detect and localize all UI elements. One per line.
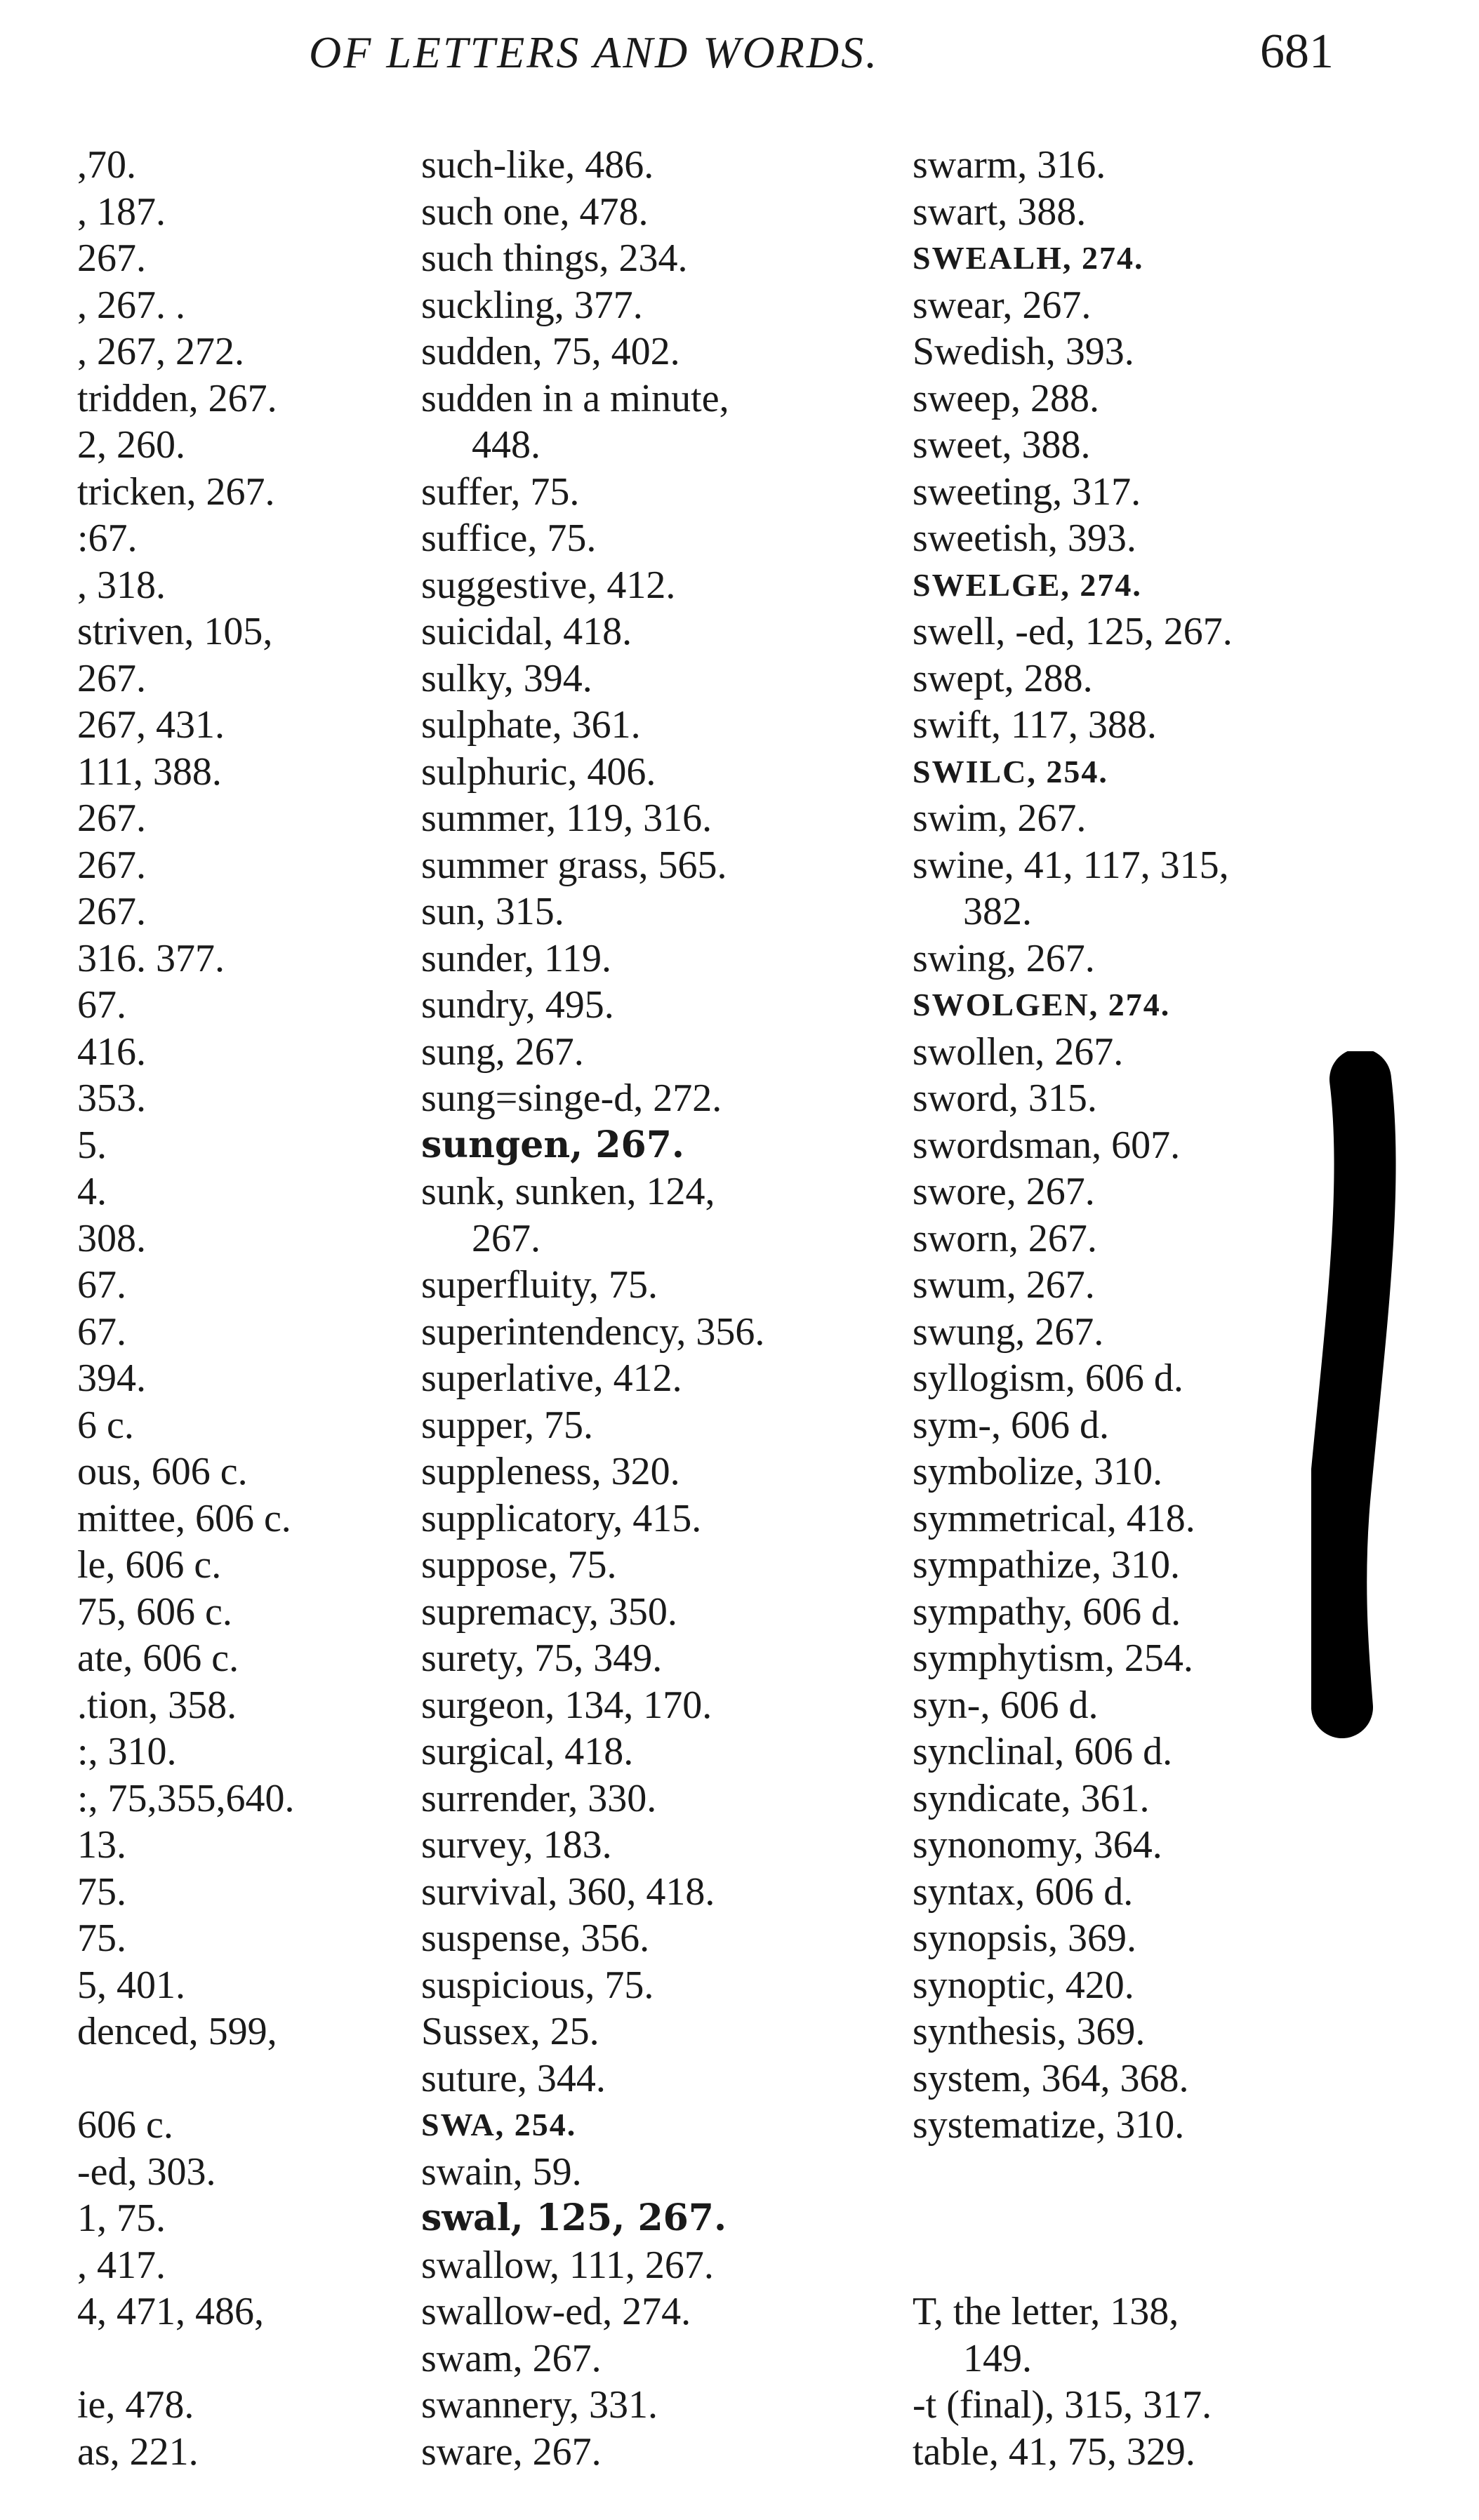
index-entry: sunder, 119. <box>421 936 611 980</box>
index-entry: suffer, 75. <box>421 469 580 514</box>
index-entry: 75, 606 c. <box>77 1589 232 1634</box>
index-entry: 6 c. <box>77 1403 134 1447</box>
index-entry: swannery, 331. <box>421 2383 658 2427</box>
index-entry: sung, 267. <box>421 1029 584 1074</box>
index-entry: :, 310. <box>77 1730 177 1773</box>
index-entry: synopsis, 369. <box>913 1916 1136 1960</box>
index-entry: 606 c. <box>77 2103 173 2147</box>
index-entry: sungen, 267. <box>421 1123 684 1166</box>
index-entry: summer grass, 565. <box>421 843 727 887</box>
index-entry: syndicate, 361. <box>913 1776 1150 1820</box>
index-entry: 4. <box>77 1170 107 1213</box>
index-entry: ate, 606 c. <box>77 1636 239 1680</box>
index-entry: suffice, 75. <box>421 516 597 560</box>
index-entry: synclinal, 606 d. <box>913 1730 1173 1773</box>
index-entry: :67. <box>77 516 138 560</box>
index-entry: system, 364, 368. <box>913 2056 1189 2100</box>
index-entry: such things, 234. <box>421 236 688 280</box>
index-entry: swim, 267. <box>913 796 1087 840</box>
index-entry-continuation: 448. <box>472 423 540 467</box>
index-entry: suggestive, 412. <box>421 563 676 607</box>
index-entry: 267. <box>77 656 146 700</box>
index-entry: swept, 288. <box>913 656 1093 700</box>
index-entry: swain, 59. <box>421 2149 582 2194</box>
index-entry: as, 221. <box>77 2429 199 2474</box>
index-entry: supremacy, 350. <box>421 1589 677 1634</box>
index-entry: , 187. <box>77 189 166 234</box>
index-entry: sworn, 267. <box>913 1216 1097 1260</box>
index-entry: 67. <box>77 1309 126 1354</box>
index-entry: denced, 599, <box>77 2010 277 2053</box>
index-entry: swarm, 316. <box>913 143 1106 187</box>
index-entry: 67. <box>77 1263 126 1307</box>
index-entry: 5, 401. <box>77 1963 185 2007</box>
index-entry <box>77 2335 407 2382</box>
index-entry: swum, 267. <box>913 1263 1095 1307</box>
index-entry: summer, 119, 316. <box>421 796 712 840</box>
index-entry: surrender, 330. <box>421 1776 657 1820</box>
index-entry: .tion, 358. <box>77 1683 237 1727</box>
index-entry: swell, -ed, 125, 267. <box>913 610 1233 653</box>
index-entry: survival, 360, 418. <box>421 1869 715 1914</box>
index-entry: swart, 388. <box>913 189 1087 234</box>
index-entry: suckling, 377. <box>421 283 643 327</box>
index-entry: sulphuric, 406. <box>421 749 656 794</box>
index-entry: 4, 471, 486, <box>77 2290 264 2333</box>
index-entry: ,70. <box>77 143 136 187</box>
index-entry: , 267. . <box>77 283 185 327</box>
index-entry: swam, 267. <box>421 2336 602 2380</box>
index-entry: symmetrical, 418. <box>913 1496 1195 1540</box>
index-entry: superfluity, 75. <box>421 1263 658 1307</box>
index-entry: -ed, 303. <box>77 2149 216 2194</box>
index-entry: striven, 105, <box>77 610 273 653</box>
index-entry: , 267, 272. <box>77 330 244 373</box>
index-entry: symbolize, 310. <box>913 1450 1163 1493</box>
index-entry: swift, 117, 388. <box>913 703 1157 747</box>
index-entry: sunk, sunken, 124, <box>421 1170 715 1213</box>
index-entry: synonomy, 364. <box>913 1823 1162 1867</box>
index-entry <box>913 2195 1460 2242</box>
index-entry: SWA, 254. <box>421 2107 577 2142</box>
index-entry: 416. <box>77 1029 146 1074</box>
index-entry <box>77 2055 407 2102</box>
index-entry <box>913 2149 1460 2196</box>
index-entry <box>913 2242 1460 2289</box>
running-title: OF LETTERS AND WORDS. <box>309 27 880 77</box>
index-entry: swine, 41, 117, 315, <box>913 843 1229 887</box>
index-entry: such-like, 486. <box>421 143 654 187</box>
index-entry: sword, 315. <box>913 1076 1097 1120</box>
index-entry: sware, 267. <box>421 2429 602 2474</box>
index-entry: -t (final), 315, 317. <box>913 2383 1212 2427</box>
index-entry: surety, 75, 349. <box>421 1636 663 1680</box>
index-entry: 75. <box>77 1916 126 1960</box>
index-entry: swallow-ed, 274. <box>421 2290 691 2333</box>
index-entry: systematize, 310. <box>913 2103 1185 2147</box>
index-entry: 267. <box>77 843 146 887</box>
index-entry: SWELGE, 274. <box>913 566 1142 603</box>
index-entry: swing, 267. <box>913 936 1095 980</box>
index-entry: swal, 125, 267. <box>421 2196 727 2239</box>
index-entry: SWOLGEN, 274. <box>913 987 1171 1022</box>
index-entry: 308. <box>77 1216 146 1260</box>
index-entry: sudden in a minute, <box>421 376 729 420</box>
index-entry: tridden, 267. <box>77 376 277 420</box>
index-entry: le, 606 c. <box>77 1543 222 1587</box>
index-entry: suspense, 356. <box>421 1916 650 1960</box>
index-entry: swear, 267. <box>913 283 1092 327</box>
index-entry: suspicious, 75. <box>421 1963 654 2007</box>
index-entry: ie, 478. <box>77 2383 194 2427</box>
index-entry: surgeon, 134, 170. <box>421 1683 712 1727</box>
index-entry-continuation: 382. <box>963 890 1032 933</box>
index-entry: sweet, 388. <box>913 423 1091 467</box>
index-entry: 267. <box>77 796 146 840</box>
index-entry: surgical, 418. <box>421 1730 634 1773</box>
index-entry: table, 41, 75, 329. <box>913 2429 1195 2474</box>
index-entry: sun, 315. <box>421 890 564 933</box>
index-entry: syn-, 606 d. <box>913 1683 1099 1727</box>
index-entry: SWEALH, 274. <box>913 240 1144 276</box>
index-entry: syllogism, 606 d. <box>913 1356 1183 1400</box>
index-entry: synoptic, 420. <box>913 1963 1134 2007</box>
index-entry: 5. <box>77 1123 107 1167</box>
index-entry: sundry, 495. <box>421 983 614 1027</box>
index-entry: 67. <box>77 983 126 1027</box>
index-entry: sympathy, 606 d. <box>913 1589 1181 1634</box>
index-entry: sympathize, 310. <box>913 1543 1181 1587</box>
index-entry: sulky, 394. <box>421 656 592 700</box>
index-entry: suppleness, 320. <box>421 1450 680 1493</box>
index-entry: suture, 344. <box>421 2056 606 2100</box>
index-entry: mittee, 606 c. <box>77 1496 291 1540</box>
index-entry: ous, 606 c. <box>77 1450 248 1493</box>
index-entry: T, the letter, 138, <box>913 2290 1179 2333</box>
index-entry: supplicatory, 415. <box>421 1496 702 1540</box>
index-entry: , 417. <box>77 2243 166 2287</box>
index-entry: 267. <box>77 890 146 933</box>
index-column-left <box>77 142 407 2475</box>
index-entry: Sussex, 25. <box>421 2010 599 2053</box>
index-entry: suppose, 75. <box>421 1543 617 1587</box>
index-entry: superintendency, 356. <box>421 1309 765 1354</box>
index-entry: swung, 267. <box>913 1309 1104 1354</box>
index-entry: superlative, 412. <box>421 1356 682 1400</box>
index-entry: , 318. <box>77 563 166 607</box>
index-entry: supper, 75. <box>421 1403 594 1447</box>
index-column-middle <box>421 142 913 2475</box>
index-entry: swollen, 267. <box>913 1029 1124 1074</box>
index-entry: swore, 267. <box>913 1170 1095 1213</box>
index-entry: SWILC, 254. <box>913 753 1108 789</box>
index-entry: 13. <box>77 1823 126 1867</box>
index-entry: sweeting, 317. <box>913 469 1141 514</box>
index-entry: 1, 75. <box>77 2196 166 2240</box>
index-entry: 316. 377. <box>77 936 225 980</box>
index-entry: sym-, 606 d. <box>913 1403 1109 1447</box>
index-entry: swordsman, 607. <box>913 1123 1181 1167</box>
index-entry: 394. <box>77 1356 146 1400</box>
index-entry: sulphate, 361. <box>421 703 641 747</box>
index-entry: sweetish, 393. <box>913 516 1136 560</box>
index-entry: synthesis, 369. <box>913 2010 1146 2053</box>
index-entry: sweep, 288. <box>913 376 1099 420</box>
index-entry: 353. <box>77 1076 146 1120</box>
index-column-right <box>913 142 1460 2475</box>
index-entry: syntax, 606 d. <box>913 1869 1134 1914</box>
index-entry: sung=singe-d, 272. <box>421 1076 722 1120</box>
index-entry: survey, 183. <box>421 1823 612 1867</box>
index-entry: 267. <box>77 236 146 280</box>
index-entry: sudden, 75, 402. <box>421 330 680 373</box>
index-entry: :, 75,355,640. <box>77 1776 295 1820</box>
page-number: 681 <box>1260 25 1334 79</box>
index-entry: suicidal, 418. <box>421 610 632 653</box>
index-entry: symphytism, 254. <box>913 1636 1193 1680</box>
index-entry: swallow, 111, 267. <box>421 2243 714 2287</box>
index-entry: 2, 260. <box>77 423 185 467</box>
index-entry: 111, 388. <box>77 749 222 794</box>
index-entry: such one, 478. <box>421 189 649 234</box>
index-entry: tricken, 267. <box>77 469 275 514</box>
index-entry: 267, 431. <box>77 703 225 747</box>
index-entry-continuation: 267. <box>472 1216 540 1260</box>
index-entry: Swedish, 393. <box>913 330 1134 373</box>
index-entry-continuation: 149. <box>963 2336 1032 2380</box>
page-header <box>0 27 1479 83</box>
index-entry: 75. <box>77 1869 126 1914</box>
